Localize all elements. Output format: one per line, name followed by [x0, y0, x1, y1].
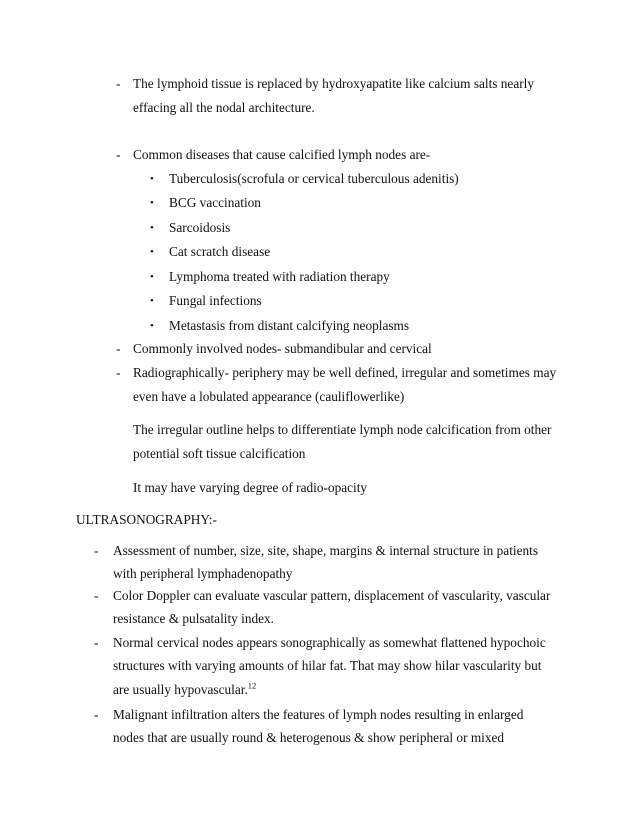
- bullet-icon: •: [150, 271, 154, 283]
- text-line: The lymphoid tissue is replaced by hydroxyapatite like calcium salts nearly: [133, 76, 535, 91]
- text-run: are usually hypovascular.: [113, 682, 248, 697]
- reference-superscript: 12: [247, 680, 257, 691]
- text-line: potential soft tissue calcification: [133, 446, 306, 461]
- section-heading: ULTRASONOGRAPHY:-: [76, 512, 217, 527]
- list-item: Fungal infections: [169, 293, 262, 308]
- list-dash: -: [94, 707, 99, 722]
- list-dash: -: [116, 76, 121, 91]
- text-line: structures with varying amounts of hilar fat. That may show hilar vascularity but: [113, 658, 542, 673]
- list-item: Cat scratch disease: [169, 244, 271, 259]
- bullet-icon: •: [150, 295, 154, 307]
- bullet-icon: •: [150, 173, 154, 185]
- text-line: nodes that are usually round & heterogenous & show peripheral or mixed: [113, 730, 505, 745]
- text-line: Color Doppler can evaluate vascular pattern, displacement of vascularity, vascular: [113, 588, 551, 603]
- text-line: Common diseases that cause calcified lymph nodes are-: [133, 147, 431, 162]
- bullet-icon: •: [150, 246, 154, 258]
- text-line: It may have varying degree of radio-opacity: [133, 480, 368, 495]
- list-item: Lymphoma treated with radiation therapy: [169, 269, 390, 284]
- list-item: BCG vaccination: [169, 195, 261, 210]
- bullet-icon: •: [150, 320, 154, 332]
- bullet-icon: •: [150, 197, 154, 209]
- text-line: Malignant infiltration alters the features of lymph nodes resulting in enlarged: [113, 707, 524, 722]
- text-line: resistance & pulsatality index.: [113, 611, 274, 626]
- bullet-icon: •: [150, 222, 154, 234]
- text-line: Commonly involved nodes- submandibular and cervical: [133, 341, 432, 356]
- list-dash: -: [94, 635, 99, 650]
- list-dash: -: [116, 365, 121, 380]
- list-dash: -: [116, 341, 121, 356]
- text-line: Assessment of number, size, site, shape, margins & internal structure in patients: [113, 543, 539, 558]
- list-dash: -: [116, 147, 121, 162]
- text-line: with peripheral lymphadenopathy: [113, 566, 293, 581]
- list-item: Tuberculosis(scrofula or cervical tuberculous adenitis): [169, 171, 459, 186]
- text-line: The irregular outline helps to differentiate lymph node calcification from other: [133, 422, 552, 437]
- text-line: Normal cervical nodes appears sonographically as somewhat flattened hypochoic: [113, 635, 546, 650]
- list-item: Sarcoidosis: [169, 220, 231, 235]
- text-line: effacing all the nodal architecture.: [133, 100, 315, 115]
- text-line: Radiographically- periphery may be well defined, irregular and sometimes may: [133, 365, 557, 380]
- list-dash: -: [94, 543, 99, 558]
- list-dash: -: [94, 588, 99, 603]
- text-line: [113, 680, 257, 697]
- list-item: Metastasis from distant calcifying neoplasms: [169, 318, 410, 333]
- text-line: even have a lobulated appearance (cauliflowerlike): [133, 389, 405, 404]
